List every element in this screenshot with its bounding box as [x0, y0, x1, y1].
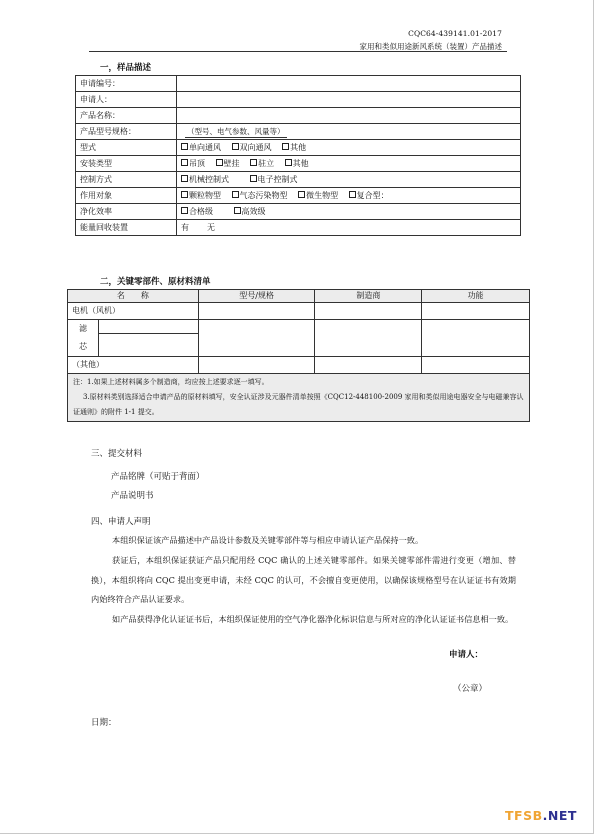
notes-row [68, 374, 530, 422]
date-label: 日期： [91, 718, 117, 728]
table-row [76, 204, 521, 220]
checkbox-option[interactable]: 复合型： [349, 189, 389, 203]
col-header-name: 名 称 [68, 290, 199, 303]
checkbox-icon [298, 191, 305, 198]
table-header-row [68, 290, 530, 303]
checkbox-icon [282, 143, 289, 150]
row-label-applicant: 申请人： [76, 92, 177, 108]
doc-header-title: 家用和类似用途新风系统（装置）产品描述 [359, 42, 502, 51]
table-cell[interactable] [315, 357, 422, 374]
checkbox-icon [234, 207, 241, 214]
checkbox-icon [181, 191, 188, 198]
row-label-efficiency: 净化效率 [76, 204, 177, 220]
checkbox-icon [349, 191, 356, 198]
table-row [76, 220, 521, 236]
components-table [67, 289, 530, 422]
options-install-type [177, 156, 521, 172]
section4-title: 四、申请人声明 [91, 517, 151, 527]
table-row [68, 357, 530, 374]
checkbox-icon [250, 159, 257, 166]
field-product-name[interactable] [177, 108, 521, 124]
table-cell[interactable] [422, 320, 530, 357]
table-cell[interactable] [198, 357, 315, 374]
note-1: 注：1.如果上述材料属多个制造商，均应按上述要求逐一填写。 [73, 378, 269, 386]
checkbox-option[interactable]: 双向通风 [232, 141, 272, 155]
official-seal-label: （公章） [453, 684, 488, 694]
options-efficiency [177, 204, 521, 220]
checkbox-option[interactable]: 机械控制式 [181, 173, 229, 187]
row-label-control: 控制方式 [76, 172, 177, 188]
submit-item-manual: 产品说明书 [111, 491, 154, 501]
checkbox-icon [285, 159, 292, 166]
row-label-other: （其他） [68, 357, 199, 374]
declaration-paragraph-3: 如产品获得净化认证证书后，本组织保证使用的空气净化器净化标识信息与所对应的净化认证证书信息相一致。 [112, 614, 514, 624]
checkbox-option[interactable]: 微生物型 [298, 189, 338, 203]
checkbox-icon [181, 175, 188, 182]
checkbox-icon [181, 143, 188, 150]
col-header-model: 型号/规格 [198, 290, 315, 303]
col-header-manufacturer: 制造商 [315, 290, 422, 303]
row-label-type: 型式 [76, 140, 177, 156]
checkbox-option[interactable]: 其他 [282, 141, 306, 155]
checkbox-option[interactable]: 气态污染物型 [232, 189, 288, 203]
checkbox-icon [232, 191, 239, 198]
checkbox-option[interactable]: 其他 [285, 157, 309, 171]
table-row [76, 140, 521, 156]
table-cell[interactable] [198, 303, 315, 320]
table-row [76, 92, 521, 108]
table-cell[interactable] [98, 334, 198, 357]
table-cell[interactable] [198, 320, 315, 357]
energy-no[interactable]: 无 [207, 222, 215, 232]
sample-description-table [75, 75, 521, 236]
checkbox-icon [181, 159, 188, 166]
row-label-filter: 滤 芯 [68, 320, 99, 357]
section1-title: 一，样品描述 [100, 63, 152, 73]
checkbox-option[interactable]: 吊顶 [181, 157, 205, 171]
note-3: 3.原材料类别选择适合申请产品的原材料填写，安全认证涉及元器件清单按照《CQC12-448100-2009 家用和类似用途电器安全与电磁兼容认证通则》的附件 1-1 提交。 [73, 393, 524, 416]
checkbox-icon [216, 159, 223, 166]
table-row [76, 76, 521, 92]
options-control [177, 172, 521, 188]
checkbox-option[interactable]: 高效级 [234, 205, 266, 219]
row-label-model-spec: 产品型号规格： [76, 124, 177, 140]
field-applicant[interactable] [177, 92, 521, 108]
checkbox-option[interactable]: 电子控制式 [250, 173, 298, 187]
table-row [76, 156, 521, 172]
section2-title: 二，关键零部件、原材料清单 [100, 277, 211, 287]
table-row [76, 124, 521, 140]
row-label-install-type: 安装类型 [76, 156, 177, 172]
checkbox-option[interactable]: 壁挂 [216, 157, 240, 171]
row-label-motor: 电机（风机） [68, 303, 199, 320]
declaration-paragraph-1: 本组织保证该产品描述中产品设计参数及关键零部件等与相应申请认证产品保持一致。 [112, 535, 424, 545]
table-row [68, 303, 530, 320]
submit-item-nameplate: 产品铭牌（可贴于背面） [111, 472, 205, 482]
energy-yes[interactable]: 有 [181, 222, 189, 232]
applicant-signature-label: 申请人： [449, 650, 484, 660]
watermark-logo: TFSB.NET [505, 808, 577, 823]
checkbox-option[interactable]: 颗粒物型 [181, 189, 221, 203]
model-spec-hint: （型号、电气参数、风量等） [187, 126, 285, 136]
checkbox-option[interactable]: 驻立 [250, 157, 274, 171]
options-energy-recovery [177, 220, 521, 236]
doc-code: CQC64-439141.01-2017 [408, 29, 502, 38]
checkbox-icon [250, 175, 257, 182]
checkbox-option[interactable]: 单向通风 [181, 141, 221, 155]
col-header-function: 功能 [422, 290, 530, 303]
table-cell[interactable] [98, 320, 198, 334]
table-cell[interactable] [315, 303, 422, 320]
table-row [68, 320, 530, 334]
table-cell[interactable] [315, 320, 422, 357]
field-model-spec[interactable] [177, 124, 521, 140]
declaration-paragraph-2: 获证后，本组织保证获证产品只配用经 CQC 确认的上述关键零部件。如果关键零部件需进行变更（增加、替换），本组织将向 CQC 提出变更申请，未经 CQC 的认可，不会擅自变更使用，以确保该规格型号在认证证书有效期内始终符合产品认证要求。 [91, 555, 516, 604]
notes-cell [68, 374, 530, 422]
options-type [177, 140, 521, 156]
table-cell[interactable] [422, 303, 530, 320]
row-label-product-name: 产品名称： [76, 108, 177, 124]
checkbox-option[interactable]: 合格级 [181, 205, 213, 219]
header-rule [89, 51, 507, 52]
checkbox-icon [232, 143, 239, 150]
row-label-target: 作用对象 [76, 188, 177, 204]
table-row [76, 172, 521, 188]
row-label-energy-recovery: 能量回收装置 [76, 220, 177, 236]
table-cell[interactable] [422, 357, 530, 374]
section3-title: 三、提交材料 [91, 449, 143, 459]
field-application-no[interactable] [177, 76, 521, 92]
options-target [177, 188, 521, 204]
table-row [76, 188, 521, 204]
row-label-application-no: 申请编号： [76, 76, 177, 92]
table-row [76, 108, 521, 124]
checkbox-icon [181, 207, 188, 214]
